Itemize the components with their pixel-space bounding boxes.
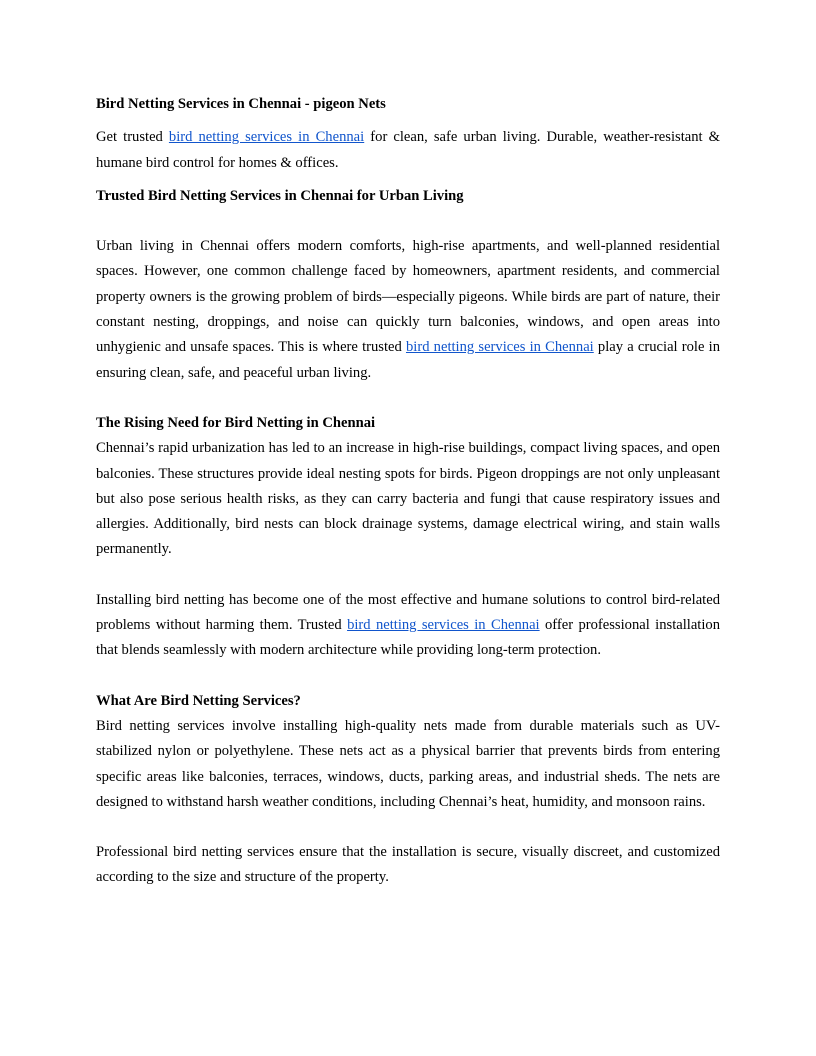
section1-heading: Trusted Bird Netting Services in Chennai for Urban Living: [96, 187, 464, 204]
section2-text-after: offer professional installation that blends seamlessly with modern architecture while providing long-term protection.: [96, 617, 721, 659]
section1-paragraph: [96, 234, 720, 386]
intro-paragraph: [96, 125, 720, 176]
section2-link[interactable]: bird netting services in Chennai: [347, 617, 540, 634]
section3-paragraph-2: Professional bird netting services ensure that the installation is secure, visually discreet, and customized according to the size and structure of the property.: [96, 844, 720, 886]
section2-paragraph-1: Chennai’s rapid urbanization has led to an increase in high-rise buildings, compact living spaces, and open balconies. These structures provide ideal nesting spots for birds. Pigeon droppings are not only unpleasant but also pose serious health risks, as they can carry bacteria and fungi that cause respiratory issues and allergies. Additionally, bird nests can block drainage systems, damage electrical wiring, and stain walls permanently.: [96, 440, 720, 558]
section1-text-before: Urban living in Chennai offers modern comforts, high-rise apartments, and well-planned residential spaces. However, one common challenge faced by homeowners, apartment residents, and commercial property owners is the growing problem of birds—especially pigeons. While birds are part of nature, their constant nesting, droppings, and noise can quickly turn balconies, windows, and open areas into unhygienic and unsafe spaces. This is where trusted: [96, 238, 720, 356]
section3-paragraph-1: Bird netting services involve installing high-quality nets made from durable materials such as UV-stabilized nylon or polyethylene. These nets act as a physical barrier that prevents birds from entering specific areas like balconies, terraces, windows, ducts, parking areas, and industrial sheds. The nets are designed to withstand harsh weather conditions, including Chennai’s heat, humidity, and monsoon rains.: [96, 717, 720, 810]
document-title: Bird Netting Services in Chennai - pigeon Nets: [96, 96, 386, 112]
intro-link[interactable]: bird netting services in Chennai: [168, 129, 365, 146]
section2-heading: The Rising Need for Bird Netting in Chennai: [96, 414, 376, 431]
section2-paragraph-2: [96, 588, 720, 664]
section1-text-after: play a crucial role in ensuring clean, safe, and peaceful urban living.: [96, 339, 720, 381]
section2-text-before: Installing bird netting has become one of the most effective and humane solutions to control bird-related problems without harming them. Trusted: [96, 591, 720, 634]
section3-heading: What Are Bird Netting Services?: [96, 692, 301, 709]
document-page: [96, 92, 720, 891]
intro-text-after: for clean, safe urban living. Durable, weather-resistant & humane bird control for homes & offices.: [96, 129, 720, 171]
intro-text-before: Get trusted: [96, 129, 169, 146]
section1-link[interactable]: bird netting services in Chennai: [405, 339, 594, 356]
